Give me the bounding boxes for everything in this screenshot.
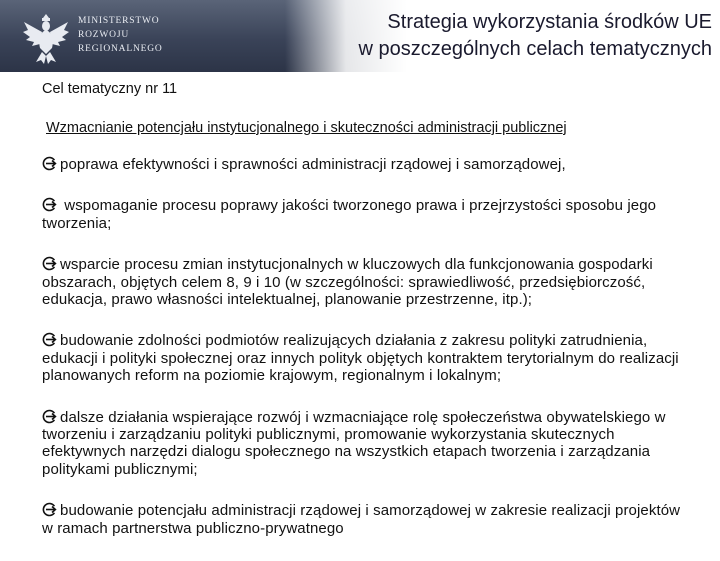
ministry-line: MINISTERSTWO (78, 16, 160, 26)
ministry-line: REGIONALNEGO (78, 44, 163, 54)
circled-arrow-right-icon (42, 156, 57, 173)
list-item-text: budowanie potencjału administracji rządowej i samorządowej w zakresie realizacji projektów w ramach partnerstwa publiczno-prywatnego (42, 502, 681, 537)
circled-arrow-right-icon (42, 409, 57, 426)
ministry-line: ROZWOJU (78, 30, 129, 40)
circled-arrow-right-icon (42, 197, 57, 214)
bullet-list (42, 156, 682, 561)
list-item (42, 502, 682, 537)
list-item (42, 256, 682, 308)
list-item-text: poprawa efektywności i sprawności administracji rządowej i samorządowej, (60, 156, 566, 173)
polish-eagle-emblem-icon (22, 8, 70, 66)
title-panel (285, 0, 720, 72)
list-item-text: wspomaganie procesu poprawy jakości tworzonego prawa i przejrzystości sposobu jego tworzenia; (42, 197, 657, 232)
list-item (42, 156, 682, 173)
circled-arrow-right-icon (42, 256, 57, 273)
slide-title-line: Strategia wykorzystania środków UE (387, 11, 712, 33)
slide-header (0, 0, 720, 72)
goal-label: Cel tematyczny nr 11 (42, 81, 178, 97)
circled-arrow-right-icon (42, 502, 57, 519)
section-subtitle: Wzmacnianie potencjału instytucjonalnego i skuteczności administracji publicznej (46, 120, 567, 136)
list-item (42, 332, 682, 384)
slide-title-line: w poszczególnych celach tematycznych (358, 38, 712, 60)
list-item (42, 197, 682, 232)
list-item (42, 409, 682, 479)
circled-arrow-right-icon (42, 332, 57, 349)
ministry-name (78, 14, 163, 56)
list-item-text: dalsze działania wspierające rozwój i wzmacniające rolę społeczeństwa obywatelskiego w tworzeniu i zarządzaniu polityki publicznymi, promowanie wykorzystania skutecznych efektywnych narzędzi dialogu społecznego na wszystkich etapach tworzenia i zarządzania politykami publicznymi; (42, 408, 666, 478)
slide-title (359, 9, 713, 63)
list-item-text: wsparcie procesu zmian instytucjonalnych w kluczowych dla funkcjonowania gospodarki obszarach, objętych celem 8, 9 i 10 (w szczególności: sprawiedliwość, przedsiębiorczość, edukacja, prawo własności intelektualnej, planowanie przestrzenne, itp.); (42, 256, 653, 309)
list-item-text: budowanie zdolności podmiotów realizujących działania z zakresu polityki zatrudnienia, edukacji i polityki społecznej oraz innych polityk objętych kontraktem terytorialnym do realizacji planowanych reform na poziomie krajowym, regionalnym i lokalnym; (42, 332, 679, 385)
